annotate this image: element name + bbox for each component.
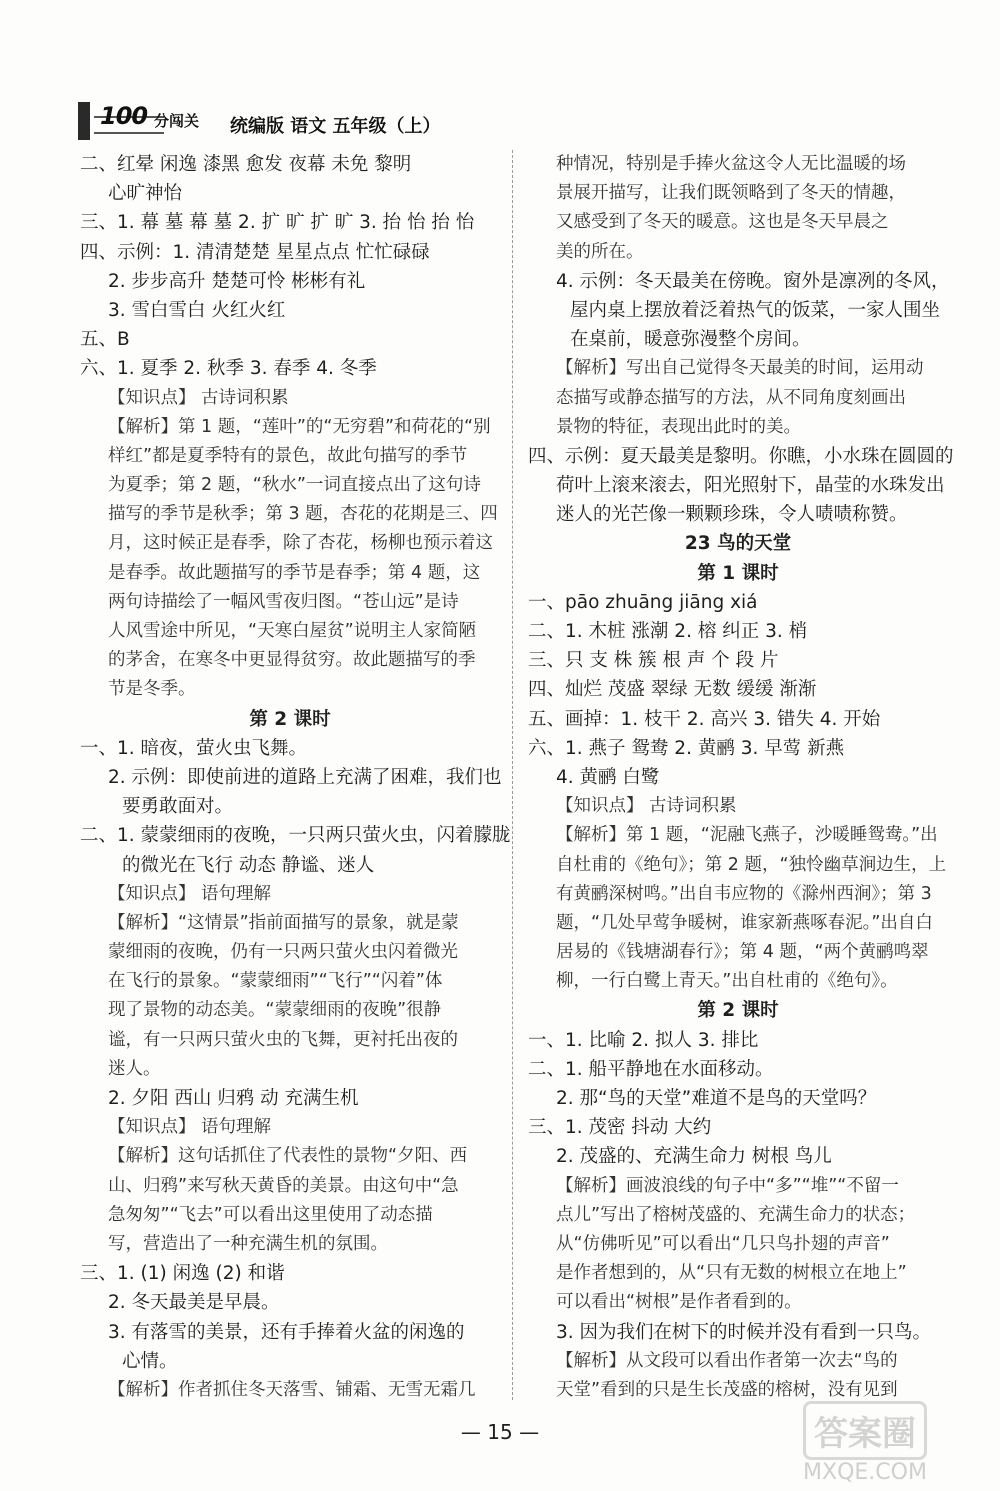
answer-line: 3. 因为我们在树下的时候并没有看到一只鸟。 (556, 1321, 932, 1343)
book-title: 统编版 语文 五年级（上） (230, 116, 441, 137)
answer-line: 【知识点】 语句理解 (108, 883, 272, 904)
answer-line: 人风雪途中所见，“天寒白屋贫”说明主人家简陋 (108, 621, 477, 641)
answer-line: 天堂”看到的只是生长茂盛的榕树，没有见到 (556, 1379, 898, 1400)
answer-line: 可以看出“树根”是作者看到的。 (556, 1292, 802, 1313)
answer-line: 急匆匆”“飞去”可以看出这里使用了动态描 (108, 1204, 433, 1225)
answer-line: 【解析】“这情景”指前面描写的景象，就是蒙 (108, 912, 459, 933)
answer-line: 二、1. 蒙蒙细雨的夜晚，一只两只萤火虫，闪着朦胧 (80, 825, 511, 847)
answer-line: 一、1. 比喻 2. 拟人 3. 排比 (528, 1029, 759, 1051)
answer-line: 为夏季；第 2 题，“秋水”一词直接点出了这句诗 (108, 475, 481, 496)
answer-line: 四、示例：夏天最美是黎明。你瞧，小水珠在圆圆的 (528, 445, 954, 467)
answer-line: 【知识点】 古诗词积累 (108, 387, 289, 408)
answer-line: 2. 示例：即使前进的道路上充满了困难，我们也 (108, 766, 502, 788)
answer-line: 【知识点】 语句理解 (108, 1117, 272, 1138)
answer-line: 23 鸟的天堂 (684, 533, 792, 555)
logo-bar (78, 102, 90, 140)
answer-line: 迷人。 (108, 1058, 161, 1079)
answer-line: 二、红晕 闲逸 漆黑 愈发 夜幕 未免 黎明 (80, 154, 412, 175)
column-divider (512, 150, 513, 1400)
answer-line: 六、1. 燕子 鸳鸯 2. 黄鹂 3. 早莺 新燕 (528, 737, 845, 759)
answer-line: 五、画掉：1. 枝干 2. 高兴 3. 错失 4. 开始 (528, 708, 881, 730)
answer-line: 月，这时候正是春季，除了杏花，杨柳也预示着这 (108, 533, 493, 554)
answer-line: 四、示例：1. 清清楚楚 星星点点 忙忙碌碌 (80, 241, 430, 263)
page-number: — 15 — (460, 1420, 540, 1444)
answer-line: 两句诗描绘了一幅风雪夜归图。“苍山远”是诗 (108, 591, 459, 612)
answer-line: 【解析】写出自己觉得冬天最美的时间，运用动 (556, 358, 924, 379)
answer-line: 一、pāo zhuāng jiāng xiá (528, 591, 758, 613)
answer-line: 心情。 (122, 1350, 178, 1372)
answer-line: 二、1. 木桩 涨潮 2. 榕 纠正 3. 梢 (528, 621, 808, 642)
answer-line: 在桌前，暖意弥漫整个房间。 (570, 329, 811, 351)
answer-line: 题，“几处早莺争暖树，谁家新燕啄春泥。”出自白 (556, 912, 933, 933)
answer-line: 2. 夕阳 西山 归鸦 动 充满生机 (108, 1088, 359, 1109)
answer-line: 【解析】这句话抓住了代表性的景物“夕阳、西 (108, 1146, 468, 1167)
answer-line: 六、1. 夏季 2. 秋季 3. 春季 4. 冬季 (80, 358, 377, 380)
answer-line: 点儿”写出了榕树茂盛的、充满生命力的状态； (556, 1204, 916, 1225)
answer-line: 的茅舍，在寒冬中更显得贫穷。故此题描写的季 (108, 650, 476, 671)
answer-line: 样红”都是夏季特有的景色，故此句描写的季节 (108, 445, 468, 466)
answer-line: 有黄鹂深树鸣。”出自韦应物的《滁州西涧》；第 3 (556, 883, 932, 904)
answer-line: 三、1. (1) 闲逸 (2) 和谐 (80, 1263, 285, 1285)
answer-line: 【解析】作者抓住冬天落雪、铺霜、无雪无霜几 (108, 1379, 476, 1400)
answer-line: 现了景物的动态美。“蒙蒙细雨的夜晚”很静 (108, 1000, 442, 1021)
answer-line: 景物的特征，表现出此时的美。 (556, 416, 801, 437)
answer-line: 美的所在。 (556, 241, 644, 262)
answer-line: 居易的《钱塘湖春行》；第 4 题，“两个黄鹂鸣翠 (556, 942, 929, 963)
right-column (528, 150, 954, 1405)
answer-line: 五、B (80, 329, 130, 351)
answer-line: 的微光在飞行 动态 静谧、迷人 (122, 854, 375, 876)
answer-line: 写，营造出了一种充满生机的氛围。 (108, 1233, 388, 1254)
watermark-logo: 答案圈 (803, 1401, 927, 1460)
answer-line: 种情况，特别是手捧火盆这令人无比温暖的场 (556, 154, 906, 174)
watermark-url: MXQE.COM (803, 1460, 927, 1485)
answer-line: 是春季。故此题描写的季节是春季；第 4 题，这 (108, 562, 481, 583)
answer-line: 迷人的光芒像一颗颗珍珠，令人啧啧称赞。 (556, 504, 908, 526)
answer-line: 三、1. 茂密 抖动 大约 (528, 1117, 712, 1139)
watermark (750, 1401, 980, 1485)
answer-line: 3. 雪白雪白 火红火红 (108, 299, 286, 321)
answer-line: 四、灿烂 茂盛 翠绿 无数 缓缓 渐渐 (528, 679, 817, 701)
left-column (80, 150, 511, 1405)
answer-line: 节是冬季。 (108, 679, 196, 700)
answer-line: 第 2 课时 (697, 1000, 779, 1022)
answer-line: 4. 示例：冬天最美在傍晚。窗外是凛冽的冬风， (556, 270, 950, 292)
answer-line: 【解析】从文段可以看出作者第一次去“鸟的 (556, 1350, 898, 1371)
answer-line: 又感受到了冬天的暖意。这也是冬天早晨之 (556, 212, 889, 233)
answer-line: 柳，一行白鹭上青天。”出自杜甫的《绝句》。 (556, 971, 898, 992)
answer-line: 4. 黄鹂 白鹭 (556, 766, 660, 788)
answer-line: 要勇敢面对。 (122, 796, 234, 818)
answer-line: 自杜甫的《绝句》；第 2 题，“独怜幽草涧边生，上 (556, 854, 947, 875)
answer-line: 是作者想到的，从“只有无数的树根立在地上” (556, 1263, 907, 1284)
answer-line: 描写的季节是秋季；第 3 题，杏花的花期是三、四 (108, 504, 498, 525)
logo-subtitle: 分闯关 (154, 112, 200, 130)
logo-number: 100 (100, 102, 148, 130)
answer-line: 2. 茂盛的、充满生命力 树根 鸟儿 (556, 1146, 832, 1168)
answer-line: 第 2 课时 (249, 708, 331, 730)
answer-line: 2. 步步高升 楚楚可怜 彬彬有礼 (108, 270, 366, 292)
page-header (78, 100, 938, 144)
answer-line: 【知识点】 古诗词积累 (556, 796, 737, 817)
answer-line: 二、1. 船平静地在水面移动。 (528, 1058, 774, 1080)
answer-line: 态描写或静态描写的方法，从不同角度刻画出 (556, 387, 906, 408)
answer-line: 3. 有落雪的美景，还有手捧着火盆的闲逸的 (108, 1321, 465, 1343)
answer-line: 在飞行的景象。“蒙蒙细雨”“飞行”“闪着”体 (108, 971, 443, 992)
answer-line: 2. 那“鸟的天堂”难道不是鸟的天堂吗？ (556, 1088, 877, 1109)
answer-line: 心旷神怡 (108, 183, 183, 205)
answer-line: 蒙细雨的夜晚，仍有一只两只萤火虫闪着微光 (108, 942, 458, 963)
answer-line: 屋内桌上摆放着泛着热气的饭菜，一家人围坐 (570, 299, 941, 321)
answer-line: 三、1. 幕 墓 幕 墓 2. 扩 旷 扩 旷 3. 抬 怡 抬 怡 (80, 212, 475, 234)
answer-line: 山、归鸦”来写秋天黄昏的美景。由这句中“急 (108, 1175, 459, 1196)
answer-line: 【解析】第 1 题，“莲叶”的“无穷碧”和荷花的“别 (108, 416, 491, 437)
answer-line: 三、只 支 株 簇 根 声 个 段 片 (528, 650, 779, 672)
answer-line: 一、1. 暗夜，萤火虫飞舞。 (80, 737, 308, 759)
answer-line: 谧，有一只两只萤火虫的飞舞，更衬托出夜的 (108, 1029, 458, 1050)
answer-line: 第 1 课时 (697, 562, 779, 584)
answer-line: 【解析】画波浪线的句子中“多”“堆”“不留一 (556, 1175, 899, 1196)
answer-line: 【解析】第 1 题，“泥融飞燕子，沙暖睡鸳鸯。”出 (556, 825, 938, 846)
answer-line: 景展开描写，让我们既领略到了冬天的情趣， (556, 183, 906, 204)
answer-line: 荷叶上滚来滚去，阳光照射下，晶莹的水珠发出 (556, 475, 945, 497)
answer-line: 2. 冬天最美是早晨。 (108, 1292, 280, 1314)
answer-line: 从“仿佛听见”可以看出“几只鸟扑翅的声音” (556, 1233, 890, 1254)
